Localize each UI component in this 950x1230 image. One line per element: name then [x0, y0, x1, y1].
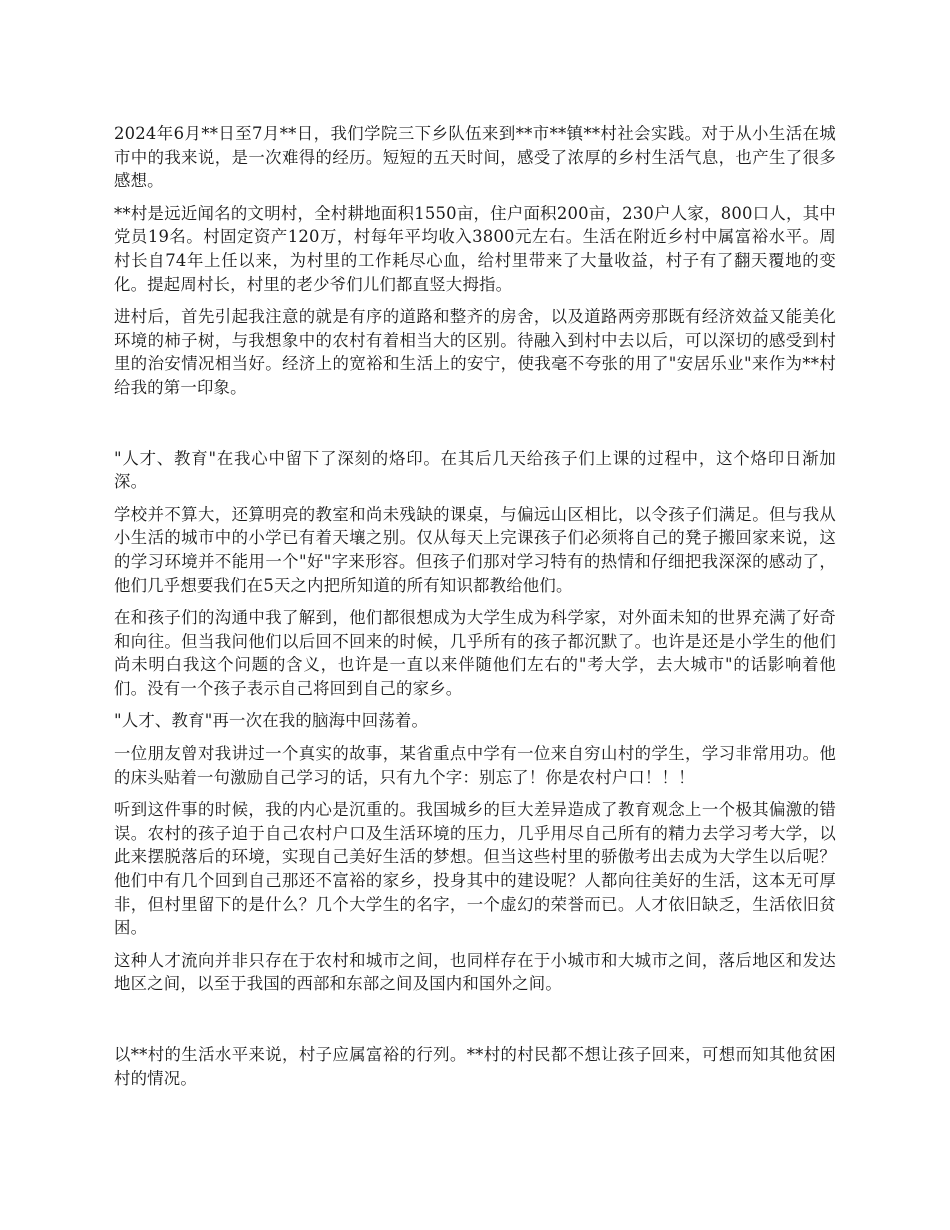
paragraph-intro: 2024年6月**日至7月**日，我们学院三下乡队伍来到**市**镇**村社会实践。对于从小生活在城市中的我来说，是一次难得的经历。短短的五天时间，感受了浓厚的乡村生活气息，也产生了很多感想。 [114, 124, 836, 191]
paragraph-story: 一位朋友曾对我讲过一个真实的故事，某省重点中学有一位来自穷山村的学生，学习非常用功。他的床头贴着一句激励自己学习的话，只有九个字：别忘了！你是农村户口！！！ [114, 744, 836, 787]
document-body [114, 122, 836, 1099]
paragraph-children: 在和孩子们的沟通中我了解到，他们都很想成为大学生成为科学家，对外面未知的世界充满了好奇和向往。但当我问他们以后回不回来的时候，几乎所有的孩子都沉默了。也许是还是小学生的他们尚未明白我这个问题的含义，也许是一直以来伴随他们左右的"考大学，去大城市"的话影响着他们。没有一个孩子表示自己将回到自己的家乡。 [114, 608, 836, 698]
section-gap [114, 409, 836, 447]
paragraph-first-impression: 进村后，首先引起我注意的就是有序的道路和整齐的房舍，以及道路两旁那既有经济效益又能美化环境的柿子树，与我想象中的农村有着相当大的区别。待融入到村中去以后，可以深切的感受到村里的治安情况相当好。经济上的宽裕和生活上的安宁，使我毫不夸张的用了"安居乐业"来作为**村给我的第一印象。 [114, 307, 836, 397]
paragraph-echo: "人才、教育"再一次在我的脑海中回荡着。 [114, 711, 429, 731]
paragraph-conclusion: 以**村的生活水平来说，村子应属富裕的行列。**村的村民都不想让孩子回来，可想而知其他贫困村的情况。 [114, 1045, 836, 1088]
section-gap [114, 1005, 836, 1043]
paragraph-talent-flow: 这种人才流向并非只存在于农村和城市之间，也同样存在于小城市和大城市之间，落后地区和发达地区之间，以至于我国的西部和东部之间及国内和国外之间。 [114, 950, 836, 994]
paragraph-talent-education: "人才、教育"在我心中留下了深刻的烙印。在其后几天给孩子们上课的过程中，这个烙印日渐加深。 [114, 448, 836, 492]
paragraph-school: 学校并不算大，还算明亮的教室和尚未残缺的课桌，与偏远山区相比，以令孩子们满足。但与我从小生活的城市中的小学已有着天壤之别。仅从每天上完课孩子们必须将自己的凳子搬回家来说，这的学习环境并不能用一个"好"字来形容。但孩子们那对学习特有的热情和仔细把我深深的感动了，他们几乎想要我们在5天之内把所知道的所有知识都教给他们。 [114, 504, 836, 595]
paragraph-village-overview: **村是远近闻名的文明村，全村耕地面积1550亩，住户面积200亩，230户人家，800口人，其中党员19名。村固定资产120万，村每年平均收入3800元左右。生活在附近乡村中属富裕水平。周村长自74年上任以来，为村里的工作耗尽心血，给村里带来了大量收益，村子有了翻天覆地的变化。提起周村长，村里的老少爷们儿们都直竖大拇指。 [114, 203, 836, 294]
paragraph-reflection: 听到这件事的时候，我的内心是沉重的。我国城乡的巨大差异造成了教育观念上一个极其偏激的错误。农村的孩子迫于自己农村户口及生活环境的压力，几乎用尽自己所有的精力去学习考大学，以此来摆脱落后的环境，实现自己美好生活的梦想。但当这些村里的骄傲考出去成为大学生以后呢？他们中有几个回到自己那还不富裕的家乡，投身其中的建设呢？人都向往美好的生活，这本无可厚非，但村里留下的是什么？几个大学生的名字，一个虚幻的荣誉而已。人才依旧缺乏，生活依旧贫困。 [114, 800, 836, 938]
